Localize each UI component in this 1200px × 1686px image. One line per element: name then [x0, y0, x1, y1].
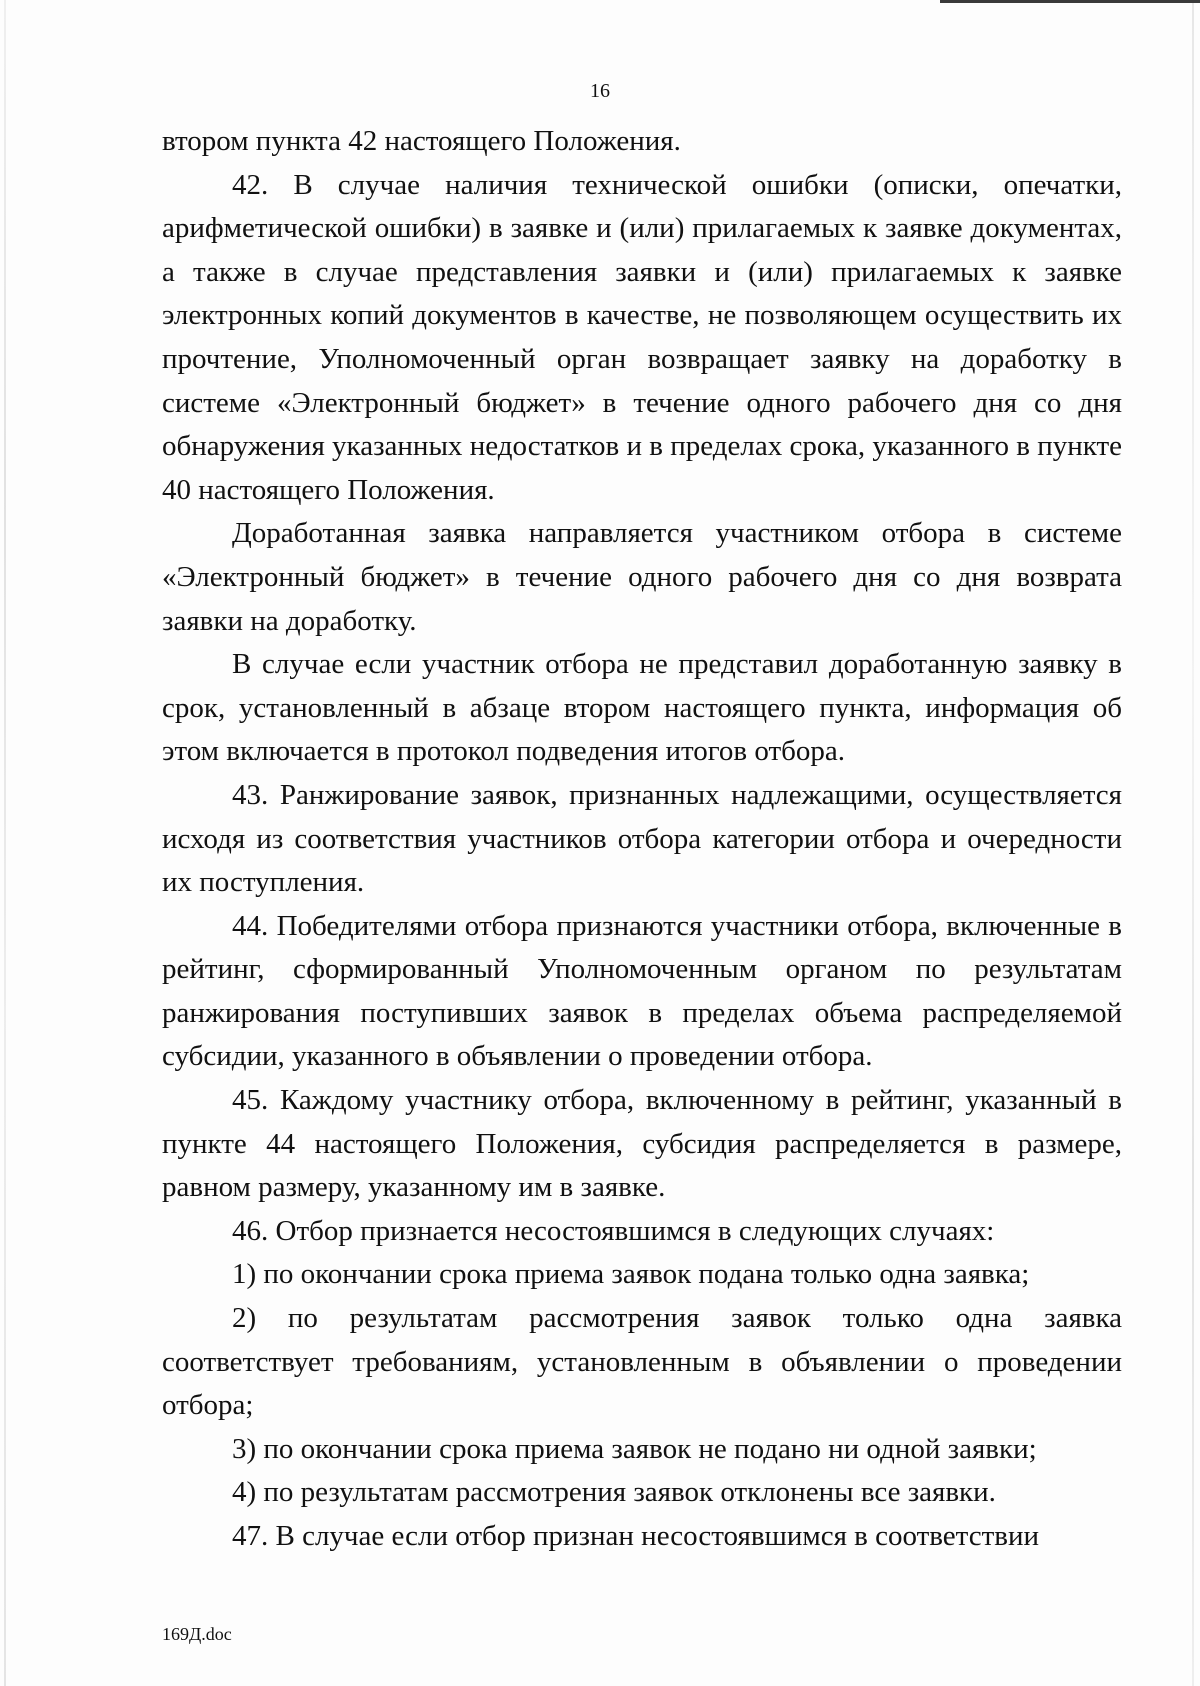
paragraph-42-not-submitted: В случае если участник отбора не представил доработанную заявку в срок, установленный в абзаце втором настоящего пункта, информация об этом включается в протокол подведения итогов отбора. [162, 648, 1122, 768]
page-number: 16 [590, 80, 610, 102]
paragraph-45: 45. Каждому участнику отбора, включенному в рейтинг, указанный в пункте 44 настоящего Положения, субсидия распределяется в размере, равном размеру, указанному им в заявке. [162, 1084, 1122, 1204]
list-item-1: 1) по окончании срока приема заявок подана только одна заявка; [232, 1258, 1030, 1291]
scan-edge-left [4, 0, 6, 1686]
list-item-2: 2) по результатам рассмотрения заявок только одна заявка соответствует требованиям, установленным в объявлении о проведении отбора; [162, 1302, 1122, 1422]
paragraph-44: 44. Победителями отбора признаются участники отбора, включенные в рейтинг, сформированный Уполномоченным органом по результатам ранжирования поступивших заявок в пределах объема распределяемой субсидии, указанного в объявлении о проведении отбора. [162, 909, 1122, 1073]
paragraph-42: 42. В случае наличия технической ошибки (описки, опечатки, арифметической ошибки) в заявке и (или) прилагаемых к заявке документах, а также в случае представления заявки и (или) прилагаемых к заявке электронных копий документов в качестве, не позволяющем осуществить их прочтение, Уполномоченный орган возвращает заявку на доработку в системе «Электронный бюджет» в течение одного рабочего дня со дня обнаружения указанных недостатков и в пределах срока, указанного в пункте 40 настоящего Положения. [162, 168, 1122, 506]
paragraph-47: 47. В случае если отбор признан несостоявшимся в соответствии [232, 1520, 1039, 1552]
scan-edge-right [1192, 0, 1194, 1686]
footer-filename: 169Д.doc [162, 1624, 232, 1644]
paragraph-42-revised: Доработанная заявка направляется участником отбора в системе «Электронный бюджет» в течение одного рабочего дня со дня возврата заявки на доработку. [162, 517, 1122, 637]
paragraph-continuation: втором пункта 42 настоящего Положения. [162, 125, 681, 157]
list-item-4: 4) по результатам рассмотрения заявок отклонены все заявки. [232, 1476, 996, 1509]
scan-top-line [940, 0, 1200, 3]
list-item-3: 3) по окончании срока приема заявок не подано ни одной заявки; [232, 1432, 1037, 1465]
paragraph-43: 43. Ранжирование заявок, признанных надлежащими, осуществляется исходя из соответствия участников отбора категории отбора и очередности их поступления. [162, 778, 1122, 899]
paragraph-46: 46. Отбор признается несостоявшимся в следующих случаях: [232, 1214, 995, 1247]
document-body [162, 120, 1122, 1559]
